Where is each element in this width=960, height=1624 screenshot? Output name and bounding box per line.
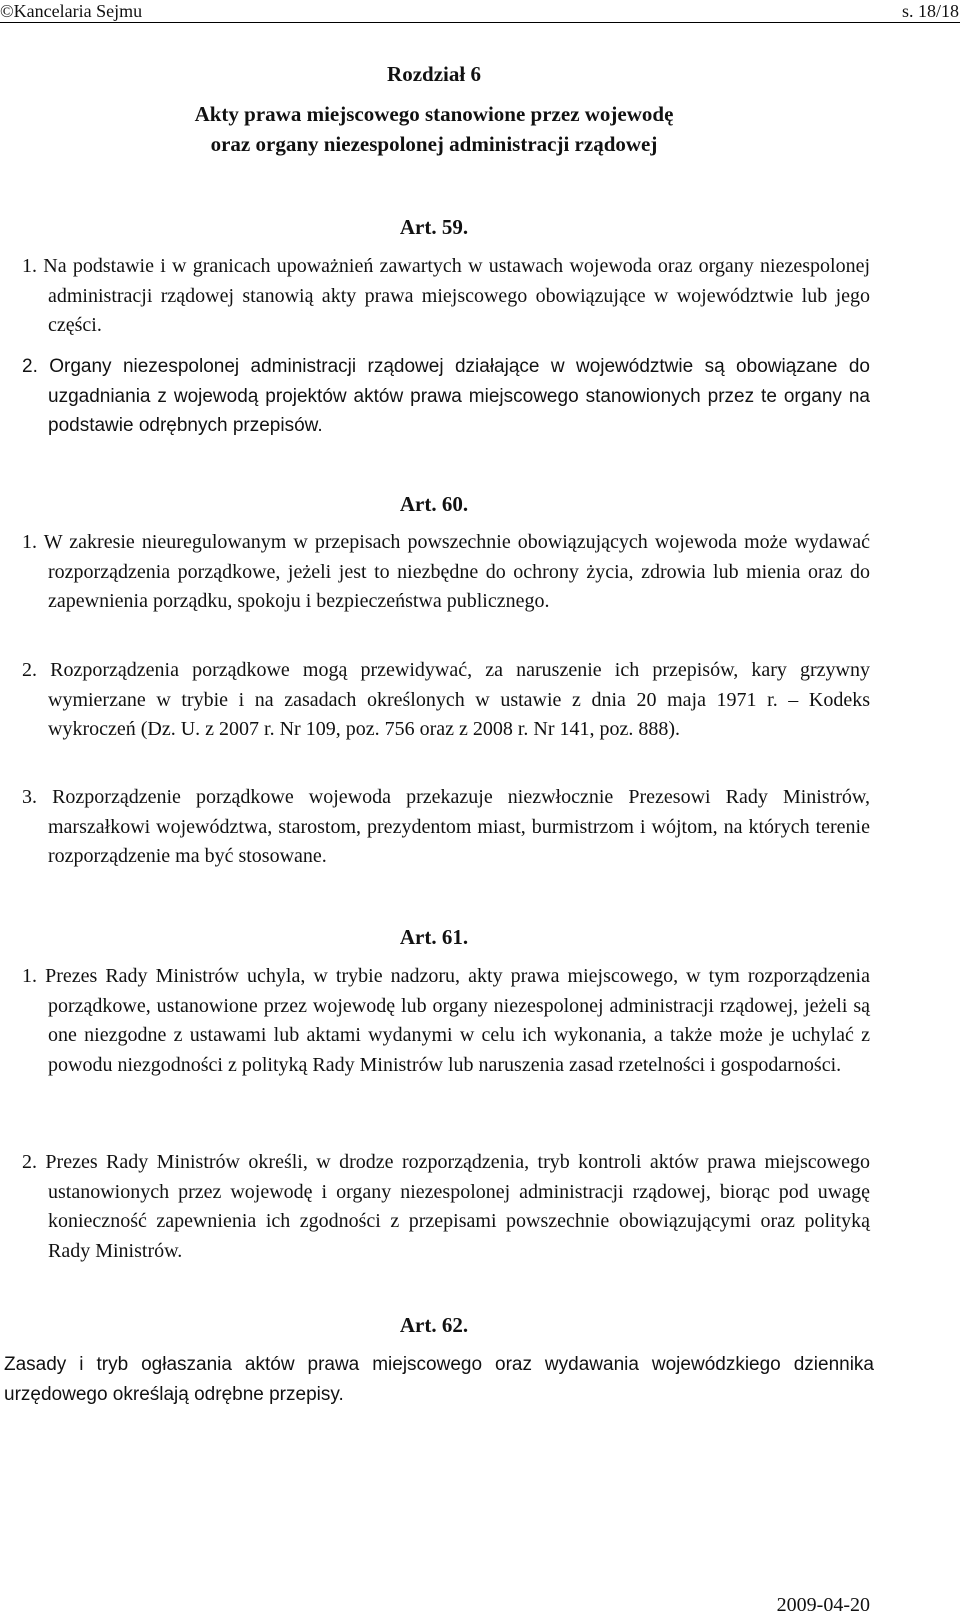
page-header [0, 0, 960, 24]
chapter-title-line2: oraz organy niezespolonej administracji rządowej [210, 132, 658, 156]
header-source: ©Kancelaria Sejmu [0, 1, 143, 21]
article-60-paragraph-1: 1. W zakresie nieuregulowanym w przepisach powszechnie obowiązujących wojewoda może wydawać rozporządzenia porządkowe, jeżeli jest to niezbędne do ochrony życia, zdrowia lub mienia oraz do zapewnienia porządku, spokoju i bezpieczeństwa publicznego. [22, 531, 870, 613]
article-62-heading: Art. 62. [399, 1313, 469, 1337]
footer-date: 2009-04-20 [776, 1594, 870, 1616]
article-59-heading: Art. 59. [399, 215, 469, 239]
article-60-paragraph-3: 3. Rozporządzenie porządkowe wojewoda przekazuje niezwłocznie Prezesowi Rady Ministrów, marszałkowi województwa, starostom, prezydentom miast, burmistrzom i wójtom, na których terenie rozporządzenie ma być stosowane. [22, 786, 870, 868]
article-61-paragraph-1: 1. Prezes Rady Ministrów uchyla, w trybie nadzoru, akty prawa miejscowego, w tym rozporządzenia porządkowe, ustanowione przez wojewodę lub organy niezespolonej administracji rządowej, jeżeli są one niezgodne z ustawami lub aktami wydanymi w celu ich wykonania, a także może je uchylać z powodu niezgodności z polityką Rady Ministrów lub naruszenia zasad rzetelności i gospodarności. [22, 965, 870, 1076]
chapter-title-line1: Akty prawa miejscowego stanowione przez wojewodę [194, 102, 674, 126]
header-rule [0, 22, 960, 23]
article-60-paragraph-2: 2. Rozporządzenia porządkowe mogą przewidywać, za naruszenie ich przepisów, kary grzywny wymierzane w trybie i na zasadach określonych w ustawie z dnia 20 maja 1971 r. – Kodeks wykroczeń (Dz. U. z 2007 r. Nr 109, poz. 756 oraz z 2008 r. Nr 141, poz. 888). [22, 659, 870, 741]
header-page-number: s. 18/18 [901, 1, 959, 21]
article-61-heading: Art. 61. [399, 925, 469, 949]
article-62-paragraph: Zasady i tryb ogłaszania aktów prawa miejscowego oraz wydawania wojewódzkiego dziennika urzędowego określają odrębne przepisy. [4, 1354, 874, 1405]
article-59-paragraph-2: 2. Organy niezespolonej administracji rządowej działające w województwie są obowiązane do uzgadniania z wojewodą projektów aktów prawa miejscowego stanowionych przez te organy na podstawie odrębnych przepisów. [22, 356, 870, 437]
article-60-heading: Art. 60. [399, 492, 469, 516]
article-59-paragraph-1: 1. Na podstawie i w granicach upoważnień zawartych w ustawach wojewoda oraz organy niezespolonej administracji rządowej stanowią akty prawa miejscowego obowiązujące w województwie lub jego części. [22, 255, 870, 337]
article-61-paragraph-2: 2. Prezes Rady Ministrów określi, w drodze rozporządzenia, tryb kontroli aktów prawa miejscowego ustanowionych przez wojewodę i organy niezespolonej administracji rządowej, biorąc pod uwagę konieczność zapewnienia ich zgodności z przepisami powszechnie obowiązującymi oraz polityką Rady Ministrów. [22, 1151, 870, 1262]
chapter-number: Rozdział 6 [387, 62, 481, 86]
